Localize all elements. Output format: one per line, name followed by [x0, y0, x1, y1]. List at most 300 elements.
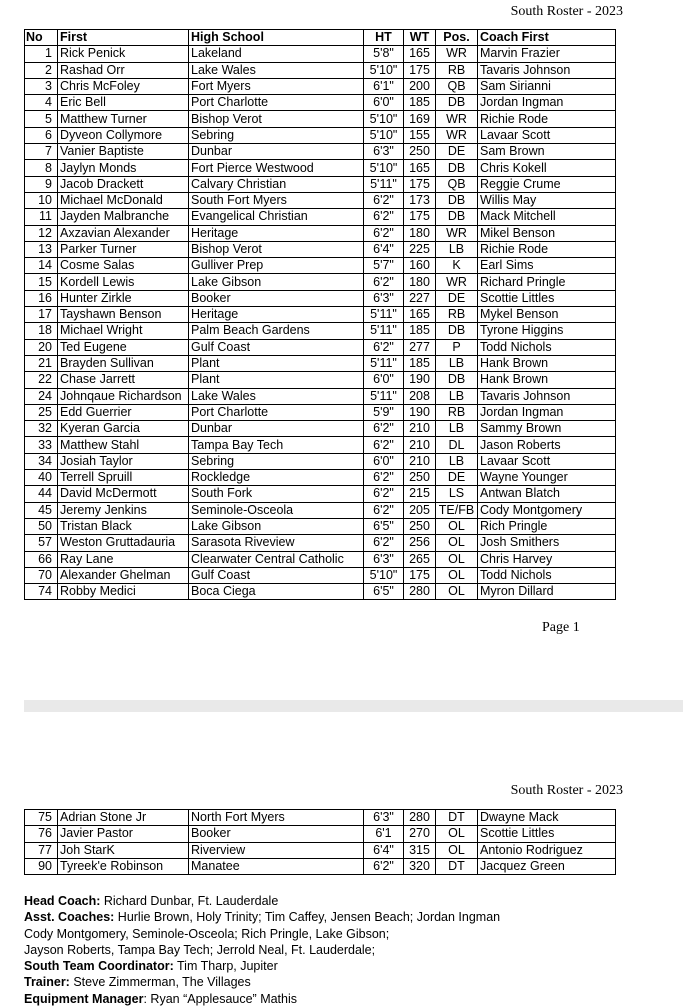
player-height: 6'2": [364, 502, 404, 518]
player-coach: Richie Rode: [478, 111, 616, 127]
player-coach: Earl Sims: [478, 258, 616, 274]
player-weight: 205: [404, 502, 436, 518]
player-name: Joh StarK: [58, 842, 189, 858]
player-weight: 165: [404, 160, 436, 176]
player-school: Lakeland: [189, 46, 364, 62]
player-school: Sarasota Riveview: [189, 535, 364, 551]
player-height: 6'1": [364, 78, 404, 94]
player-height: 6'2": [364, 535, 404, 551]
player-number: 66: [25, 551, 58, 567]
player-coach: Lavaar Scott: [478, 453, 616, 469]
player-school: Dunbar: [189, 421, 364, 437]
player-name: Robby Medici: [58, 584, 189, 600]
player-school: Fort Pierce Westwood: [189, 160, 364, 176]
player-height: 6'3": [364, 290, 404, 306]
player-coach: Chris Harvey: [478, 551, 616, 567]
col-first: First: [58, 30, 189, 46]
player-height: 6'2": [364, 470, 404, 486]
player-school: Plant: [189, 372, 364, 388]
table-row: [25, 421, 616, 437]
player-school: Evangelical Christian: [189, 209, 364, 225]
player-number: 18: [25, 323, 58, 339]
table-row: [25, 78, 616, 94]
player-weight: 215: [404, 486, 436, 502]
player-number: 34: [25, 453, 58, 469]
player-number: 24: [25, 388, 58, 404]
head-coach-line: [24, 893, 500, 909]
player-name: Vanier Baptiste: [58, 144, 189, 160]
player-school: Clearwater Central Catholic: [189, 551, 364, 567]
player-position: DL: [436, 437, 478, 453]
player-coach: Chris Kokell: [478, 160, 616, 176]
player-name: Jacob Drackett: [58, 176, 189, 192]
player-number: 50: [25, 518, 58, 534]
table-row: [25, 535, 616, 551]
player-number: 77: [25, 842, 58, 858]
player-weight: 280: [404, 810, 436, 826]
player-number: 5: [25, 111, 58, 127]
player-name: Rashad Orr: [58, 62, 189, 78]
player-name: Adrian Stone Jr: [58, 810, 189, 826]
player-height: 6'2": [364, 192, 404, 208]
player-school: Lake Wales: [189, 62, 364, 78]
player-position: OL: [436, 842, 478, 858]
trainer-value: Steve Zimmerman, The Villages: [69, 975, 251, 990]
player-school: Gulf Coast: [189, 567, 364, 583]
player-name: Dyveon Collymore: [58, 127, 189, 143]
player-weight: 180: [404, 225, 436, 241]
player-weight: 265: [404, 551, 436, 567]
player-position: LB: [436, 421, 478, 437]
player-position: OL: [436, 826, 478, 842]
table-row: [25, 842, 616, 858]
player-coach: Jordan Ingman: [478, 404, 616, 420]
table-row: [25, 307, 616, 323]
player-height: 6'2": [364, 225, 404, 241]
player-position: OL: [436, 518, 478, 534]
player-position: DB: [436, 323, 478, 339]
player-school: North Fort Myers: [189, 810, 364, 826]
player-height: 6'2": [364, 437, 404, 453]
table-row: [25, 127, 616, 143]
player-height: 5'11": [364, 176, 404, 192]
player-school: Sebring: [189, 453, 364, 469]
table-row: [25, 241, 616, 257]
player-school: South Fork: [189, 486, 364, 502]
table-row: [25, 502, 616, 518]
player-number: 75: [25, 810, 58, 826]
player-school: Booker: [189, 290, 364, 306]
player-name: Chase Jarrett: [58, 372, 189, 388]
player-school: Plant: [189, 355, 364, 371]
table-row: [25, 567, 616, 583]
player-number: 4: [25, 95, 58, 111]
coordinator-value: Tim Tharp, Jupiter: [173, 959, 278, 974]
table-row: [25, 388, 616, 404]
player-coach: Jason Roberts: [478, 437, 616, 453]
player-coach: Myron Dillard: [478, 584, 616, 600]
player-position: QB: [436, 78, 478, 94]
player-coach: Sam Brown: [478, 144, 616, 160]
table-row: [25, 518, 616, 534]
player-weight: 175: [404, 176, 436, 192]
player-number: 7: [25, 144, 58, 160]
table-row: [25, 62, 616, 78]
player-name: Kyeran Garcia: [58, 421, 189, 437]
player-number: 44: [25, 486, 58, 502]
player-weight: 160: [404, 258, 436, 274]
player-number: 70: [25, 567, 58, 583]
player-height: 5'10": [364, 62, 404, 78]
player-weight: 270: [404, 826, 436, 842]
player-height: 6'5": [364, 584, 404, 600]
player-name: Kordell Lewis: [58, 274, 189, 290]
player-height: 6'3": [364, 551, 404, 567]
player-position: P: [436, 339, 478, 355]
player-weight: 190: [404, 404, 436, 420]
player-position: DB: [436, 209, 478, 225]
player-position: DB: [436, 372, 478, 388]
player-position: DT: [436, 858, 478, 874]
player-height: 6'2": [364, 858, 404, 874]
player-position: QB: [436, 176, 478, 192]
player-name: Matthew Turner: [58, 111, 189, 127]
player-position: TE/FB: [436, 502, 478, 518]
player-school: Calvary Christian: [189, 176, 364, 192]
player-weight: 175: [404, 62, 436, 78]
player-coach: Todd Nichols: [478, 339, 616, 355]
player-number: 8: [25, 160, 58, 176]
player-height: 5'11": [364, 323, 404, 339]
player-school: Lake Gibson: [189, 274, 364, 290]
player-number: 76: [25, 826, 58, 842]
player-position: DE: [436, 144, 478, 160]
player-name: David McDermott: [58, 486, 189, 502]
player-position: LB: [436, 388, 478, 404]
table-row: [25, 290, 616, 306]
player-position: DT: [436, 810, 478, 826]
player-number: 17: [25, 307, 58, 323]
player-number: 32: [25, 421, 58, 437]
player-position: OL: [436, 551, 478, 567]
table-row: [25, 46, 616, 62]
player-number: 22: [25, 372, 58, 388]
player-number: 33: [25, 437, 58, 453]
player-position: LB: [436, 241, 478, 257]
player-height: 6'0": [364, 95, 404, 111]
col-no: No: [25, 30, 58, 46]
player-coach: Richie Rode: [478, 241, 616, 257]
player-position: DB: [436, 160, 478, 176]
player-weight: 200: [404, 78, 436, 94]
head-coach-value: Richard Dunbar, Ft. Lauderdale: [100, 894, 279, 908]
table-row: [25, 144, 616, 160]
player-number: 1: [25, 46, 58, 62]
player-number: 13: [25, 241, 58, 257]
player-coach: Tavaris Johnson: [478, 388, 616, 404]
player-name: Terrell Spruill: [58, 470, 189, 486]
roster-body-page1: [25, 46, 616, 600]
player-school: Manatee: [189, 858, 364, 874]
player-school: Rockledge: [189, 470, 364, 486]
player-weight: 165: [404, 46, 436, 62]
player-name: Alexander Ghelman: [58, 567, 189, 583]
player-name: Rick Penick: [58, 46, 189, 62]
player-position: K: [436, 258, 478, 274]
player-position: LB: [436, 355, 478, 371]
player-weight: 185: [404, 95, 436, 111]
page-break: [24, 700, 683, 712]
player-name: Tyreek'e Robinson: [58, 858, 189, 874]
player-school: Port Charlotte: [189, 95, 364, 111]
player-height: 6'0": [364, 453, 404, 469]
player-name: Cosme Salas: [58, 258, 189, 274]
equipment-line: [24, 991, 500, 1007]
player-coach: Tavaris Johnson: [478, 62, 616, 78]
table-row: [25, 339, 616, 355]
player-school: Sebring: [189, 127, 364, 143]
player-name: Tayshawn Benson: [58, 307, 189, 323]
player-position: WR: [436, 274, 478, 290]
table-row: [25, 160, 616, 176]
player-weight: 280: [404, 584, 436, 600]
player-coach: Sam Sirianni: [478, 78, 616, 94]
player-height: 6'2": [364, 339, 404, 355]
player-weight: 165: [404, 307, 436, 323]
player-height: 6'0": [364, 372, 404, 388]
coordinator-label: South Team Coordinator:: [24, 959, 174, 974]
player-weight: 190: [404, 372, 436, 388]
player-coach: Josh Smithers: [478, 535, 616, 551]
player-number: 3: [25, 78, 58, 94]
player-coach: Dwayne Mack: [478, 810, 616, 826]
player-coach: Marvin Frazier: [478, 46, 616, 62]
player-coach: Lavaar Scott: [478, 127, 616, 143]
col-position: Pos.: [436, 30, 478, 46]
player-name: Michael McDonald: [58, 192, 189, 208]
player-name: Javier Pastor: [58, 826, 189, 842]
player-height: 6'5": [364, 518, 404, 534]
page1-header: South Roster - 2023: [510, 4, 623, 19]
table-row: [25, 323, 616, 339]
player-number: 15: [25, 274, 58, 290]
player-number: 90: [25, 858, 58, 874]
player-coach: Todd Nichols: [478, 567, 616, 583]
player-number: 9: [25, 176, 58, 192]
player-position: WR: [436, 46, 478, 62]
player-coach: Mikel Benson: [478, 225, 616, 241]
table-row: [25, 858, 616, 874]
player-school: Gulliver Prep: [189, 258, 364, 274]
player-school: Heritage: [189, 225, 364, 241]
player-weight: 210: [404, 421, 436, 437]
player-height: 6'2": [364, 421, 404, 437]
player-position: DE: [436, 290, 478, 306]
player-position: WR: [436, 127, 478, 143]
player-school: Heritage: [189, 307, 364, 323]
player-name: Weston Gruttadauria: [58, 535, 189, 551]
player-weight: 175: [404, 209, 436, 225]
player-number: 14: [25, 258, 58, 274]
player-number: 57: [25, 535, 58, 551]
player-height: 5'11": [364, 307, 404, 323]
equipment-label: Equipment Manager: [24, 991, 144, 1006]
player-coach: Scottie Littles: [478, 826, 616, 842]
player-coach: Richard Pringle: [478, 274, 616, 290]
trainer-label: Trainer:: [24, 975, 70, 990]
player-name: Jaylyn Monds: [58, 160, 189, 176]
player-name: Tristan Black: [58, 518, 189, 534]
player-number: 40: [25, 470, 58, 486]
player-height: 5'10": [364, 111, 404, 127]
player-position: OL: [436, 567, 478, 583]
player-name: Jayden Malbranche: [58, 209, 189, 225]
player-weight: 250: [404, 518, 436, 534]
table-row: [25, 209, 616, 225]
player-weight: 210: [404, 437, 436, 453]
page2-header: South Roster - 2023: [510, 783, 623, 798]
player-position: RB: [436, 62, 478, 78]
table-row: [25, 95, 616, 111]
table-row: [25, 372, 616, 388]
player-number: 16: [25, 290, 58, 306]
player-number: 10: [25, 192, 58, 208]
player-coach: Hank Brown: [478, 372, 616, 388]
player-number: 6: [25, 127, 58, 143]
player-height: 5'10": [364, 160, 404, 176]
player-height: 6'4": [364, 241, 404, 257]
head-coach-label: Head Coach:: [24, 894, 101, 908]
player-number: 74: [25, 584, 58, 600]
asst-coaches-value-1: Hurlie Brown, Holy Trinity; Tim Caffey, Jensen Beach; Jordan Ingman: [114, 910, 501, 925]
col-height: HT: [364, 30, 404, 46]
player-coach: Mykel Benson: [478, 307, 616, 323]
player-number: 25: [25, 404, 58, 420]
asst-coaches-label: Asst. Coaches:: [24, 910, 115, 925]
player-name: Josiah Taylor: [58, 453, 189, 469]
player-name: Hunter Zirkle: [58, 290, 189, 306]
player-height: 6'3": [364, 810, 404, 826]
player-height: 6'2": [364, 209, 404, 225]
player-name: Eric Bell: [58, 95, 189, 111]
player-name: Matthew Stahl: [58, 437, 189, 453]
player-coach: Willis May: [478, 192, 616, 208]
player-school: Booker: [189, 826, 364, 842]
player-weight: 227: [404, 290, 436, 306]
player-name: Ray Lane: [58, 551, 189, 567]
player-coach: Antwan Blatch: [478, 486, 616, 502]
roster-table-page2: [24, 809, 616, 875]
player-position: RB: [436, 307, 478, 323]
table-row: [25, 258, 616, 274]
player-weight: 315: [404, 842, 436, 858]
player-height: 5'7": [364, 258, 404, 274]
asst-coaches-line-2: Cody Montgomery, Seminole-Osceola; Rich Pringle, Lake Gibson;: [24, 926, 390, 941]
player-weight: 185: [404, 323, 436, 339]
player-name: Edd Guerrier: [58, 404, 189, 420]
trainer-line: [24, 974, 500, 990]
page1-footer: Page 1: [542, 620, 580, 635]
player-school: South Fort Myers: [189, 192, 364, 208]
player-coach: Jordan Ingman: [478, 95, 616, 111]
table-row: [25, 470, 616, 486]
player-name: Brayden Sullivan: [58, 355, 189, 371]
player-coach: Cody Montgomery: [478, 502, 616, 518]
table-row: [25, 437, 616, 453]
player-name: Chris McFoley: [58, 78, 189, 94]
player-weight: 210: [404, 453, 436, 469]
table-row: [25, 810, 616, 826]
player-school: Dunbar: [189, 144, 364, 160]
table-row: [25, 225, 616, 241]
player-name: Jeremy Jenkins: [58, 502, 189, 518]
player-school: Port Charlotte: [189, 404, 364, 420]
player-number: 12: [25, 225, 58, 241]
player-school: Seminole-Osceola: [189, 502, 364, 518]
table-row: [25, 111, 616, 127]
table-row: [25, 404, 616, 420]
player-weight: 155: [404, 127, 436, 143]
player-position: DB: [436, 192, 478, 208]
col-coach: Coach First: [478, 30, 616, 46]
roster-body-page2: [25, 810, 616, 875]
player-weight: 208: [404, 388, 436, 404]
player-height: 6'2": [364, 274, 404, 290]
player-weight: 169: [404, 111, 436, 127]
table-row: [25, 551, 616, 567]
player-coach: Hank Brown: [478, 355, 616, 371]
player-coach: Wayne Younger: [478, 470, 616, 486]
table-row: [25, 176, 616, 192]
asst-coaches-line-3: Jayson Roberts, Tampa Bay Tech; Jerrold Neal, Ft. Lauderdale;: [24, 942, 376, 957]
player-position: WR: [436, 111, 478, 127]
player-coach: Sammy Brown: [478, 421, 616, 437]
player-weight: 180: [404, 274, 436, 290]
coordinator-line: [24, 958, 500, 974]
player-name: Axzavian Alexander: [58, 225, 189, 241]
player-coach: Antonio Rodriguez: [478, 842, 616, 858]
player-weight: 175: [404, 567, 436, 583]
player-coach: Rich Pringle: [478, 518, 616, 534]
table-row: [25, 584, 616, 600]
player-school: Palm Beach Gardens: [189, 323, 364, 339]
table-row: [25, 453, 616, 469]
player-weight: 185: [404, 355, 436, 371]
table-row: [25, 192, 616, 208]
player-height: 6'3": [364, 144, 404, 160]
player-height: 6'4": [364, 842, 404, 858]
player-school: Bishop Verot: [189, 241, 364, 257]
table-row: [25, 274, 616, 290]
player-height: 5'10": [364, 567, 404, 583]
player-height: 5'10": [364, 127, 404, 143]
player-position: LS: [436, 486, 478, 502]
roster-table-page1: [24, 29, 616, 600]
player-height: 6'2": [364, 486, 404, 502]
player-number: 45: [25, 502, 58, 518]
player-position: LB: [436, 453, 478, 469]
player-position: OL: [436, 535, 478, 551]
player-weight: 277: [404, 339, 436, 355]
player-weight: 250: [404, 144, 436, 160]
player-school: Gulf Coast: [189, 339, 364, 355]
player-position: OL: [436, 584, 478, 600]
player-coach: Scottie Littles: [478, 290, 616, 306]
player-weight: 256: [404, 535, 436, 551]
player-position: WR: [436, 225, 478, 241]
player-height: 5'9": [364, 404, 404, 420]
player-height: 5'11": [364, 388, 404, 404]
